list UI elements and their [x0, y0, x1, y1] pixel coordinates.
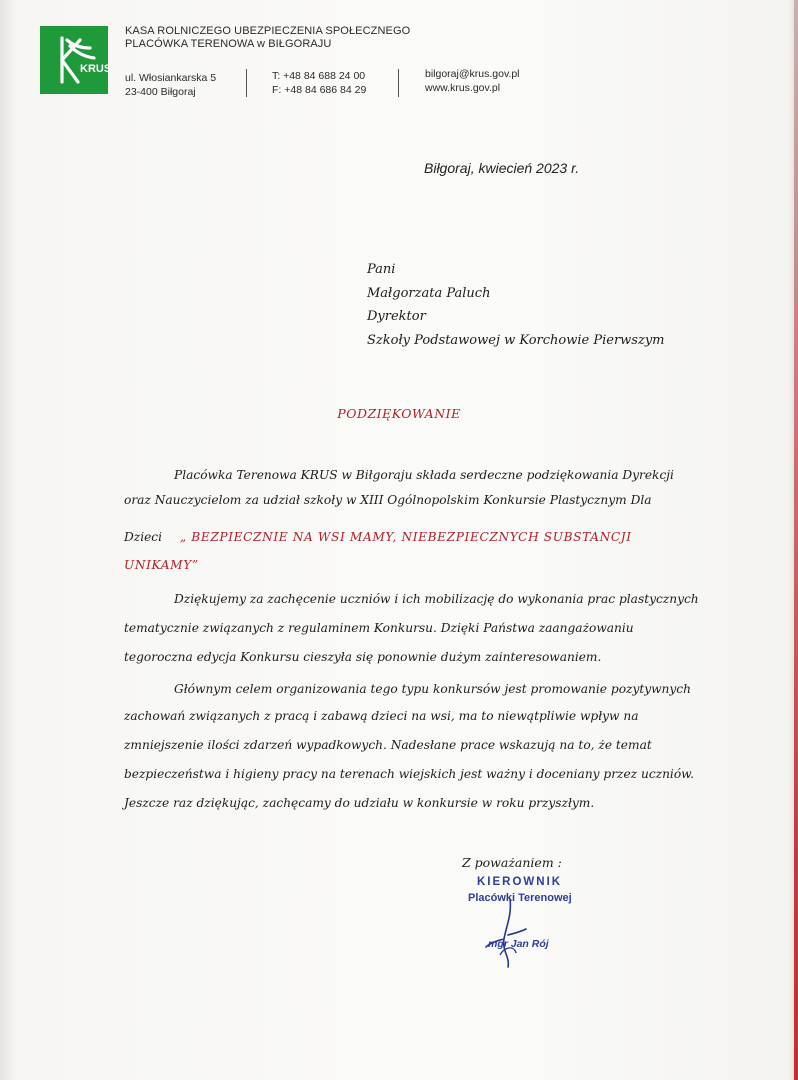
- address-city: 23-400 Biłgoraj: [125, 86, 196, 98]
- letter-date: Biłgoraj, kwiecień 2023 r.: [424, 160, 580, 176]
- p1-line-3: [124, 525, 632, 550]
- address-street: ul. Włosiankarska 5: [125, 72, 217, 84]
- header-divider-2: [398, 69, 399, 97]
- fax-number: F: +48 84 686 84 29: [272, 84, 367, 96]
- page-edge-red: [794, 0, 798, 1080]
- p3-line-1: Głównym celem organizowania tego typu konkursów jest promowanie pozytywnych: [174, 682, 691, 696]
- header-divider-1: [246, 69, 247, 97]
- recipient-name: Małgorzata Paluch: [367, 285, 491, 301]
- letter-title: PODZIĘKOWANIE: [337, 406, 461, 421]
- p1-line-3-prefix: Dzieci: [124, 530, 163, 544]
- contact-block: [425, 67, 520, 95]
- recipient-salutation: Pani: [367, 262, 396, 277]
- phone-number: T: +48 84 688 24 00: [272, 70, 366, 82]
- p1-line-2: oraz Nauczycielom za udział szkoły w XIII Ogólnopolskim Konkursie Plastycznym Dla: [124, 493, 652, 507]
- address-block: [125, 71, 216, 99]
- p2-line-2: tematycznie związanych z regulaminem Konkursu. Dzięki Państwa zaangażowaniu: [124, 621, 634, 635]
- p3-line-2: zachowań związanych z pracą i zabawą dzieci na wsi, ma to niewątpliwie wpływ na: [124, 709, 639, 723]
- p2-line-1: Dziękujemy za zachęcenie uczniów i ich mobilizację do wykonania prac plastycznych: [174, 592, 699, 606]
- contest-slogan-part-2: UNIKAMY”: [124, 558, 199, 572]
- p1-line-1: Placówka Terenowa KRUS w Biłgoraju składa serdeczne podziękowania Dyrekcji: [174, 468, 674, 482]
- krus-logo: [40, 26, 112, 94]
- p3-line-3: zmniejszenie ilości zdarzeń wypadkowych. Nadesłane prace wskazują na to, że temat: [124, 738, 652, 752]
- recipient-block: [367, 258, 665, 352]
- recipient-school: Szkoły Podstawowej w Korchowie Pierwszym: [367, 332, 665, 348]
- closing-formula: Z poważaniem :: [462, 855, 562, 870]
- p3-line-4: bezpieczeństwa i higieny pracy na terenach wiejskich jest ważny i doceniany przez uczniów.: [124, 767, 695, 781]
- p3-line-5: Jeszcze raz dziękując, zachęcamy do udziału w konkursie w roku przyszłym.: [124, 796, 595, 810]
- contest-slogan-part-1: „ BEZPIECZNIE NA WSI MAMY, NIEBEZPIECZNYCH SUBSTANCJI: [179, 530, 632, 544]
- organization-name: [125, 25, 410, 51]
- stamp-signatory: mgr Jan Rój: [488, 938, 549, 950]
- krus-logo-icon: [40, 26, 112, 94]
- handwritten-signature: [470, 895, 550, 975]
- org-line-2: PLACÓWKA TERENOWA w BIŁGORAJU: [125, 38, 332, 50]
- stamp-unit: Placówki Terenowej: [468, 892, 572, 904]
- org-line-1: KASA ROLNICZEGO UBEZPIECZENIA SPOŁECZNEGO: [125, 25, 411, 37]
- recipient-position: Dyrektor: [367, 309, 426, 324]
- logo-text: KRUS: [80, 63, 112, 75]
- email-link[interactable]: bilgoraj@krus.gov.pl: [425, 68, 520, 80]
- phone-block: [272, 69, 366, 97]
- website-link[interactable]: www.krus.gov.pl: [425, 82, 501, 94]
- stamp-title: KIEROWNIK: [477, 876, 563, 888]
- p2-line-3: tegoroczna edycja Konkursu cieszyła się ponownie dużym zainteresowaniem.: [124, 650, 602, 664]
